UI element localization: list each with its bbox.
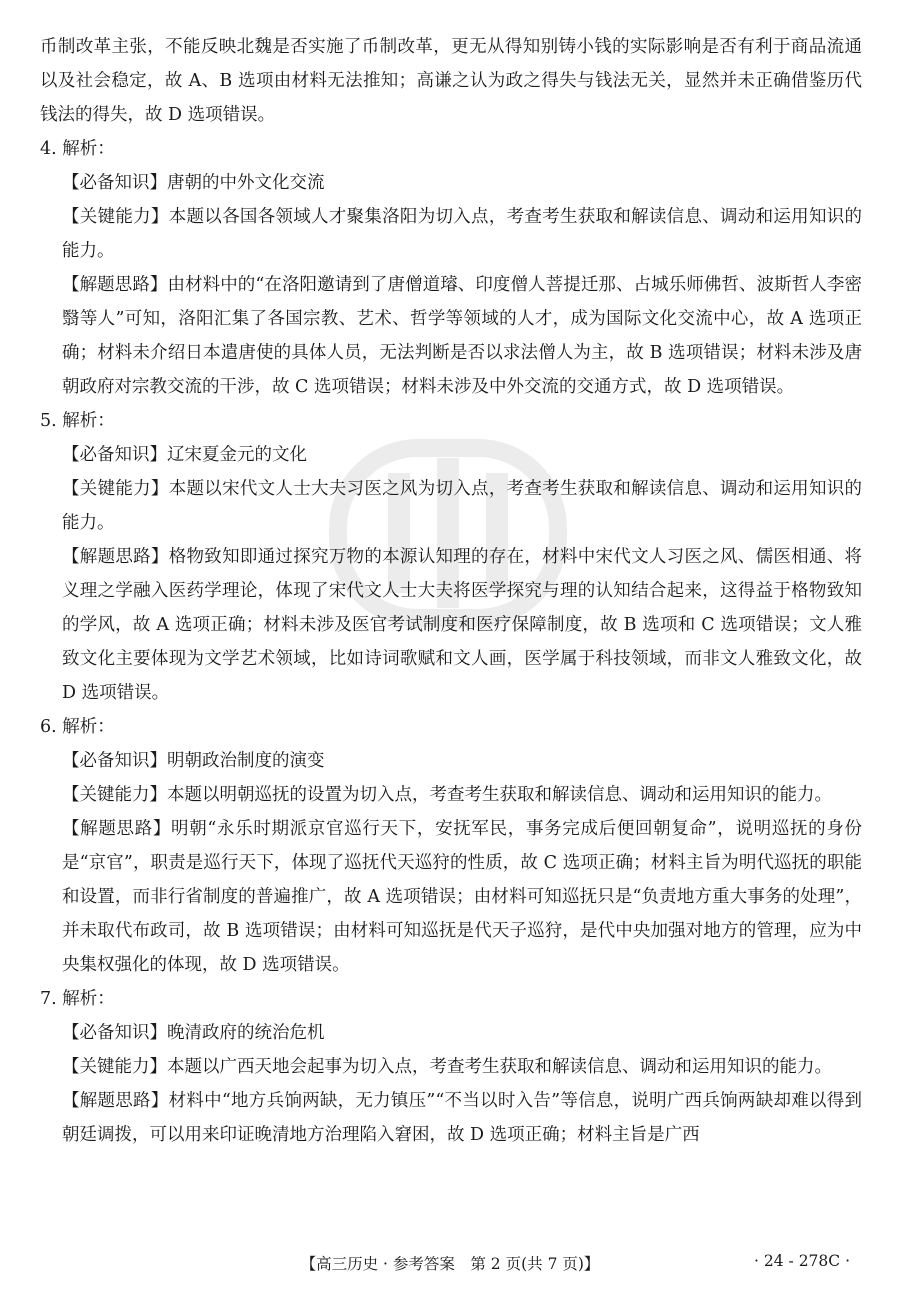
- question-7: [40, 982, 862, 1152]
- approach-text: 明朝“永乐时期派京官巡行天下，安抚军民，事务完成后便回朝复命”，说明巡抚的身份是“京官”，职责是巡行天下，体现了巡抚代天巡狩的性质，故 C 选项正确；材料主旨为明代巡抚的职能和设置，而非行省制度的普遍推广，故 A 选项错误；由材料可知巡抚只是“负责地方重大事务的处理”，并未取代布政司，故 B 选项错误；由材料可知巡抚是代天子巡狩，是代中央加强对地方的管理，应为中央集权强化的体现，故 D 选项错误。: [62, 819, 863, 975]
- approach-text: 材料中“地方兵饷两缺，无力镇压”“不当以时入告”等信息，说明广西兵饷两缺却难以得到朝廷调拨，可以用来印证晚清地方治理陷入窘困，故 D 选项正确；材料主旨是广西: [62, 1091, 862, 1145]
- knowledge-tag: 【必备知识】: [62, 1023, 167, 1043]
- ability-line: [40, 472, 862, 540]
- knowledge-line: [40, 166, 862, 200]
- approach-line: [40, 812, 862, 982]
- approach-tag: 【解题思路】: [62, 1091, 169, 1111]
- knowledge-text: 辽宋夏金元的文化: [167, 445, 307, 465]
- ability-text: 本题以宋代文人士大夫习医之风为切入点，考查考生获取和解读信息、调动和运用知识的能力。: [62, 479, 863, 533]
- approach-tag: 【解题思路】: [62, 547, 169, 567]
- ability-line: [40, 778, 862, 812]
- intro-paragraph: 币制改革主张，不能反映北魏是否实施了币制改革，更无从得知别铸小钱的实际影响是否有利于商品流通以及社会稳定，故 A、B 选项由材料无法推知；高谦之认为政之得失与钱法无关，显然并未正确借鉴历代钱法的得失，故 D 选项错误。: [40, 37, 862, 125]
- ability-line: [40, 200, 862, 268]
- question-6: [40, 710, 862, 982]
- ability-tag: 【关键能力】: [62, 479, 169, 499]
- answer-content: [40, 30, 862, 1152]
- question-4: [40, 132, 862, 404]
- approach-text: 由材料中的“在洛阳邀请到了唐僧道璿、印度僧人菩提迁那、占城乐师佛哲、波斯哲人李密翳等人”可知，洛阳汇集了各国宗教、艺术、哲学等领域的人才，成为国际文化交流中心，故 A 选项正确；材料未介绍日本遣唐使的具体人员，无法判断是否以求法僧人为主，故 B 选项错误；材料未涉及唐朝政府对宗教交流的干涉，故 C 选项错误；材料未涉及中外交流的交通方式，故 D 选项错误。: [62, 275, 863, 397]
- knowledge-line: [40, 1016, 862, 1050]
- question-number: 6. 解析：: [40, 717, 115, 737]
- ability-line: [40, 1050, 862, 1084]
- knowledge-line: [40, 438, 862, 472]
- knowledge-line: [40, 744, 862, 778]
- page-footer: [0, 1252, 900, 1280]
- question-5: [40, 404, 862, 710]
- approach-tag: 【解题思路】: [62, 275, 168, 295]
- footer-page-info: 【高三历史 · 参考答案 第 2 页(共 7 页)】: [300, 1255, 600, 1273]
- question-number: 4. 解析：: [40, 139, 115, 159]
- footer-code: · 24 - 278C ·: [754, 1252, 850, 1270]
- knowledge-text: 唐朝的中外文化交流: [167, 173, 325, 193]
- approach-tag: 【解题思路】: [62, 819, 172, 839]
- knowledge-tag: 【必备知识】: [62, 751, 167, 771]
- ability-tag: 【关键能力】: [62, 207, 169, 227]
- ability-tag: 【关键能力】: [62, 1057, 167, 1077]
- ability-text: 本题以各国各领域人才聚集洛阳为切入点，考查考生获取和解读信息、调动和运用知识的能力。: [62, 207, 863, 261]
- ability-tag: 【关键能力】: [62, 785, 167, 805]
- approach-text: 格物致知即通过探究万物的本源认知理的存在，材料中宋代文人习医之风、儒医相通、将义理之学融入医药学理论，体现了宋代文人士大夫将医学探究与理的认知结合起来，这得益于格物致知的学风，故 A 选项正确；材料未涉及医官考试制度和医疗保障制度，故 B 选项和 C 选项错误；文人雅致文化主要体现为文学艺术领域，比如诗词歌赋和文人画，医学属于科技领域，而非文人雅致文化，故 D 选项错误。: [62, 547, 863, 703]
- approach-line: [40, 268, 862, 404]
- ability-text: 本题以明朝巡抚的设置为切入点，考查考生获取和解读信息、调动和运用知识的能力。: [167, 785, 832, 805]
- knowledge-text: 晚清政府的统治危机: [167, 1023, 325, 1043]
- approach-line: [40, 1084, 862, 1152]
- ability-text: 本题以广西天地会起事为切入点，考查考生获取和解读信息、调动和运用知识的能力。: [167, 1057, 832, 1077]
- approach-line: [40, 540, 862, 710]
- knowledge-tag: 【必备知识】: [62, 445, 167, 465]
- knowledge-text: 明朝政治制度的演变: [167, 751, 325, 771]
- knowledge-tag: 【必备知识】: [62, 173, 167, 193]
- question-number: 5. 解析：: [40, 411, 115, 431]
- question-number: 7. 解析：: [40, 989, 115, 1009]
